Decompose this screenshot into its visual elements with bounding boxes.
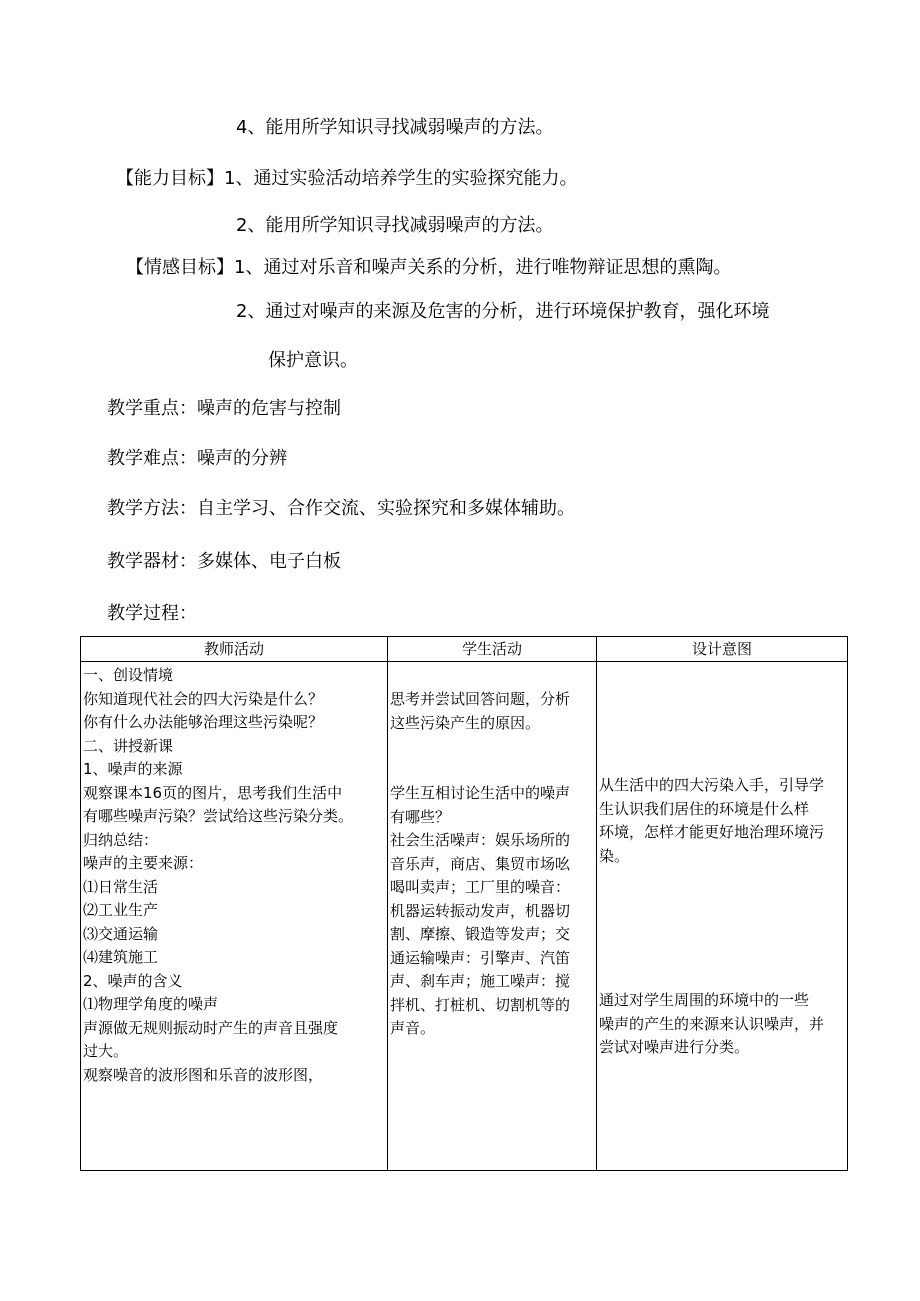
design-intent-line: 通过对学生周围的环境中的一些 <box>599 991 810 1009</box>
design-intent-line: 从生活中的四大污染入手，引导学 <box>599 776 825 794</box>
teacher-activity-line: ⑴日常生活 <box>83 877 159 896</box>
header-design-intent: 设计意图 <box>597 637 848 662</box>
student-activity-line: 学生互相讨论生活中的噪声 <box>390 784 571 802</box>
student-activity-line: 思考并尝试回答问题，分析 <box>390 690 571 708</box>
teacher-activity-line: 你有什么办法能够治理这些污染呢？ <box>83 713 324 731</box>
teaching-process-table <box>80 636 848 1171</box>
teacher-activity-line: ⑵工业生产 <box>83 901 159 919</box>
student-activity-line: 割、摩擦、锻造等发声；交 <box>390 925 571 943</box>
ability-goal-1: 【能力目标】1、通过实验活动培养学生的实验探究能力。 <box>116 168 578 189</box>
student-activity-line: 声音。 <box>390 1019 436 1037</box>
teacher-activity-line: 观察课本16页的图片，思考我们生活中 <box>83 783 343 802</box>
table-header-row <box>81 637 848 662</box>
design-intent-line: 尝试对噪声进行分类。 <box>599 1038 750 1056</box>
student-activity-line: 有哪些？ <box>390 807 451 826</box>
teacher-activity-line: 噪声的主要来源： <box>83 854 204 872</box>
student-activity-line: 音乐声，商店、集贸市场吆 <box>390 854 571 873</box>
student-activity-line: 通运输噪声：引擎声、汽笛 <box>390 948 571 967</box>
design-intent-line: 染。 <box>599 846 630 865</box>
design-intent-cell <box>597 662 848 1171</box>
teaching-equipment: 教学器材：多媒体、电子白板 <box>107 551 341 572</box>
teacher-activity-line: 观察噪音的波形图和乐音的波形图， <box>83 1065 324 1084</box>
knowledge-goal-4: 4、能用所学知识寻找减弱噪声的方法。 <box>236 117 554 138</box>
emotion-goal-2: 2、通过对噪声的来源及危害的分析，进行环境保护教育，强化环境 <box>236 301 770 322</box>
student-activity-line: 声、刹车声；施工噪声：搅 <box>390 972 571 990</box>
design-intent-line: 噪声的产生的来源来认识噪声，并 <box>599 1014 825 1033</box>
teacher-activity-line: 声源做无规则振动时产生的声音且强度 <box>83 1018 339 1037</box>
ability-goal-2: 2、能用所学知识寻找减弱噪声的方法。 <box>236 215 554 236</box>
teacher-activity-line: ⑴物理学角度的噪声 <box>83 995 219 1013</box>
teaching-difficulty: 教学难点：噪声的分辨 <box>107 448 287 469</box>
teacher-activity-line: 你知道现代社会的四大污染是什么？ <box>83 689 324 708</box>
teacher-activity-line: 归纳总结： <box>83 830 159 849</box>
teaching-method: 教学方法：自主学习、合作交流、实验探究和多媒体辅助。 <box>107 498 575 519</box>
teacher-activity-line: 二、讲授新课 <box>83 736 174 755</box>
student-activity-line: 社会生活噪声：娱乐场所的 <box>390 831 571 849</box>
student-activity-cell <box>388 662 597 1171</box>
header-teacher-activity: 教师活动 <box>81 637 388 662</box>
teacher-activity-line: ⑶交通运输 <box>83 924 159 943</box>
teacher-activity-line: 2、噪声的含义 <box>83 971 183 990</box>
teacher-activity-line: 有哪些噪声污染？尝试给这些污染分类。 <box>83 807 354 825</box>
student-activity-line: 机器运转振动发声，机器切 <box>390 901 571 920</box>
emotion-goal-2-cont: 保护意识。 <box>268 350 358 371</box>
teacher-activity-line: 一、创设情境 <box>83 666 174 684</box>
student-activity-line: 喝叫卖声；工厂里的噪音： <box>390 878 571 896</box>
teaching-key-point: 教学重点：噪声的危害与控制 <box>107 398 341 419</box>
student-activity-line: 拌机、打桩机、切割机等的 <box>390 995 571 1014</box>
header-student-activity: 学生活动 <box>388 637 597 662</box>
emotion-goal-1: 【情感目标】1、通过对乐音和噪声关系的分析，进行唯物辩证思想的熏陶。 <box>126 257 732 278</box>
design-intent-line: 生认识我们居住的环境是什么样 <box>599 799 810 818</box>
teacher-activity-cell <box>81 662 388 1171</box>
teaching-process-label: 教学过程： <box>107 603 197 624</box>
teacher-activity-line: 1、噪声的来源 <box>83 760 183 778</box>
teacher-activity-line: 过大。 <box>83 1042 129 1060</box>
teacher-activity-line: ⑷建筑施工 <box>83 948 159 966</box>
student-activity-line: 这些污染产生的原因。 <box>390 713 541 732</box>
design-intent-line: 环境，怎样才能更好地治理环境污 <box>599 823 825 841</box>
table-row <box>81 662 848 1171</box>
